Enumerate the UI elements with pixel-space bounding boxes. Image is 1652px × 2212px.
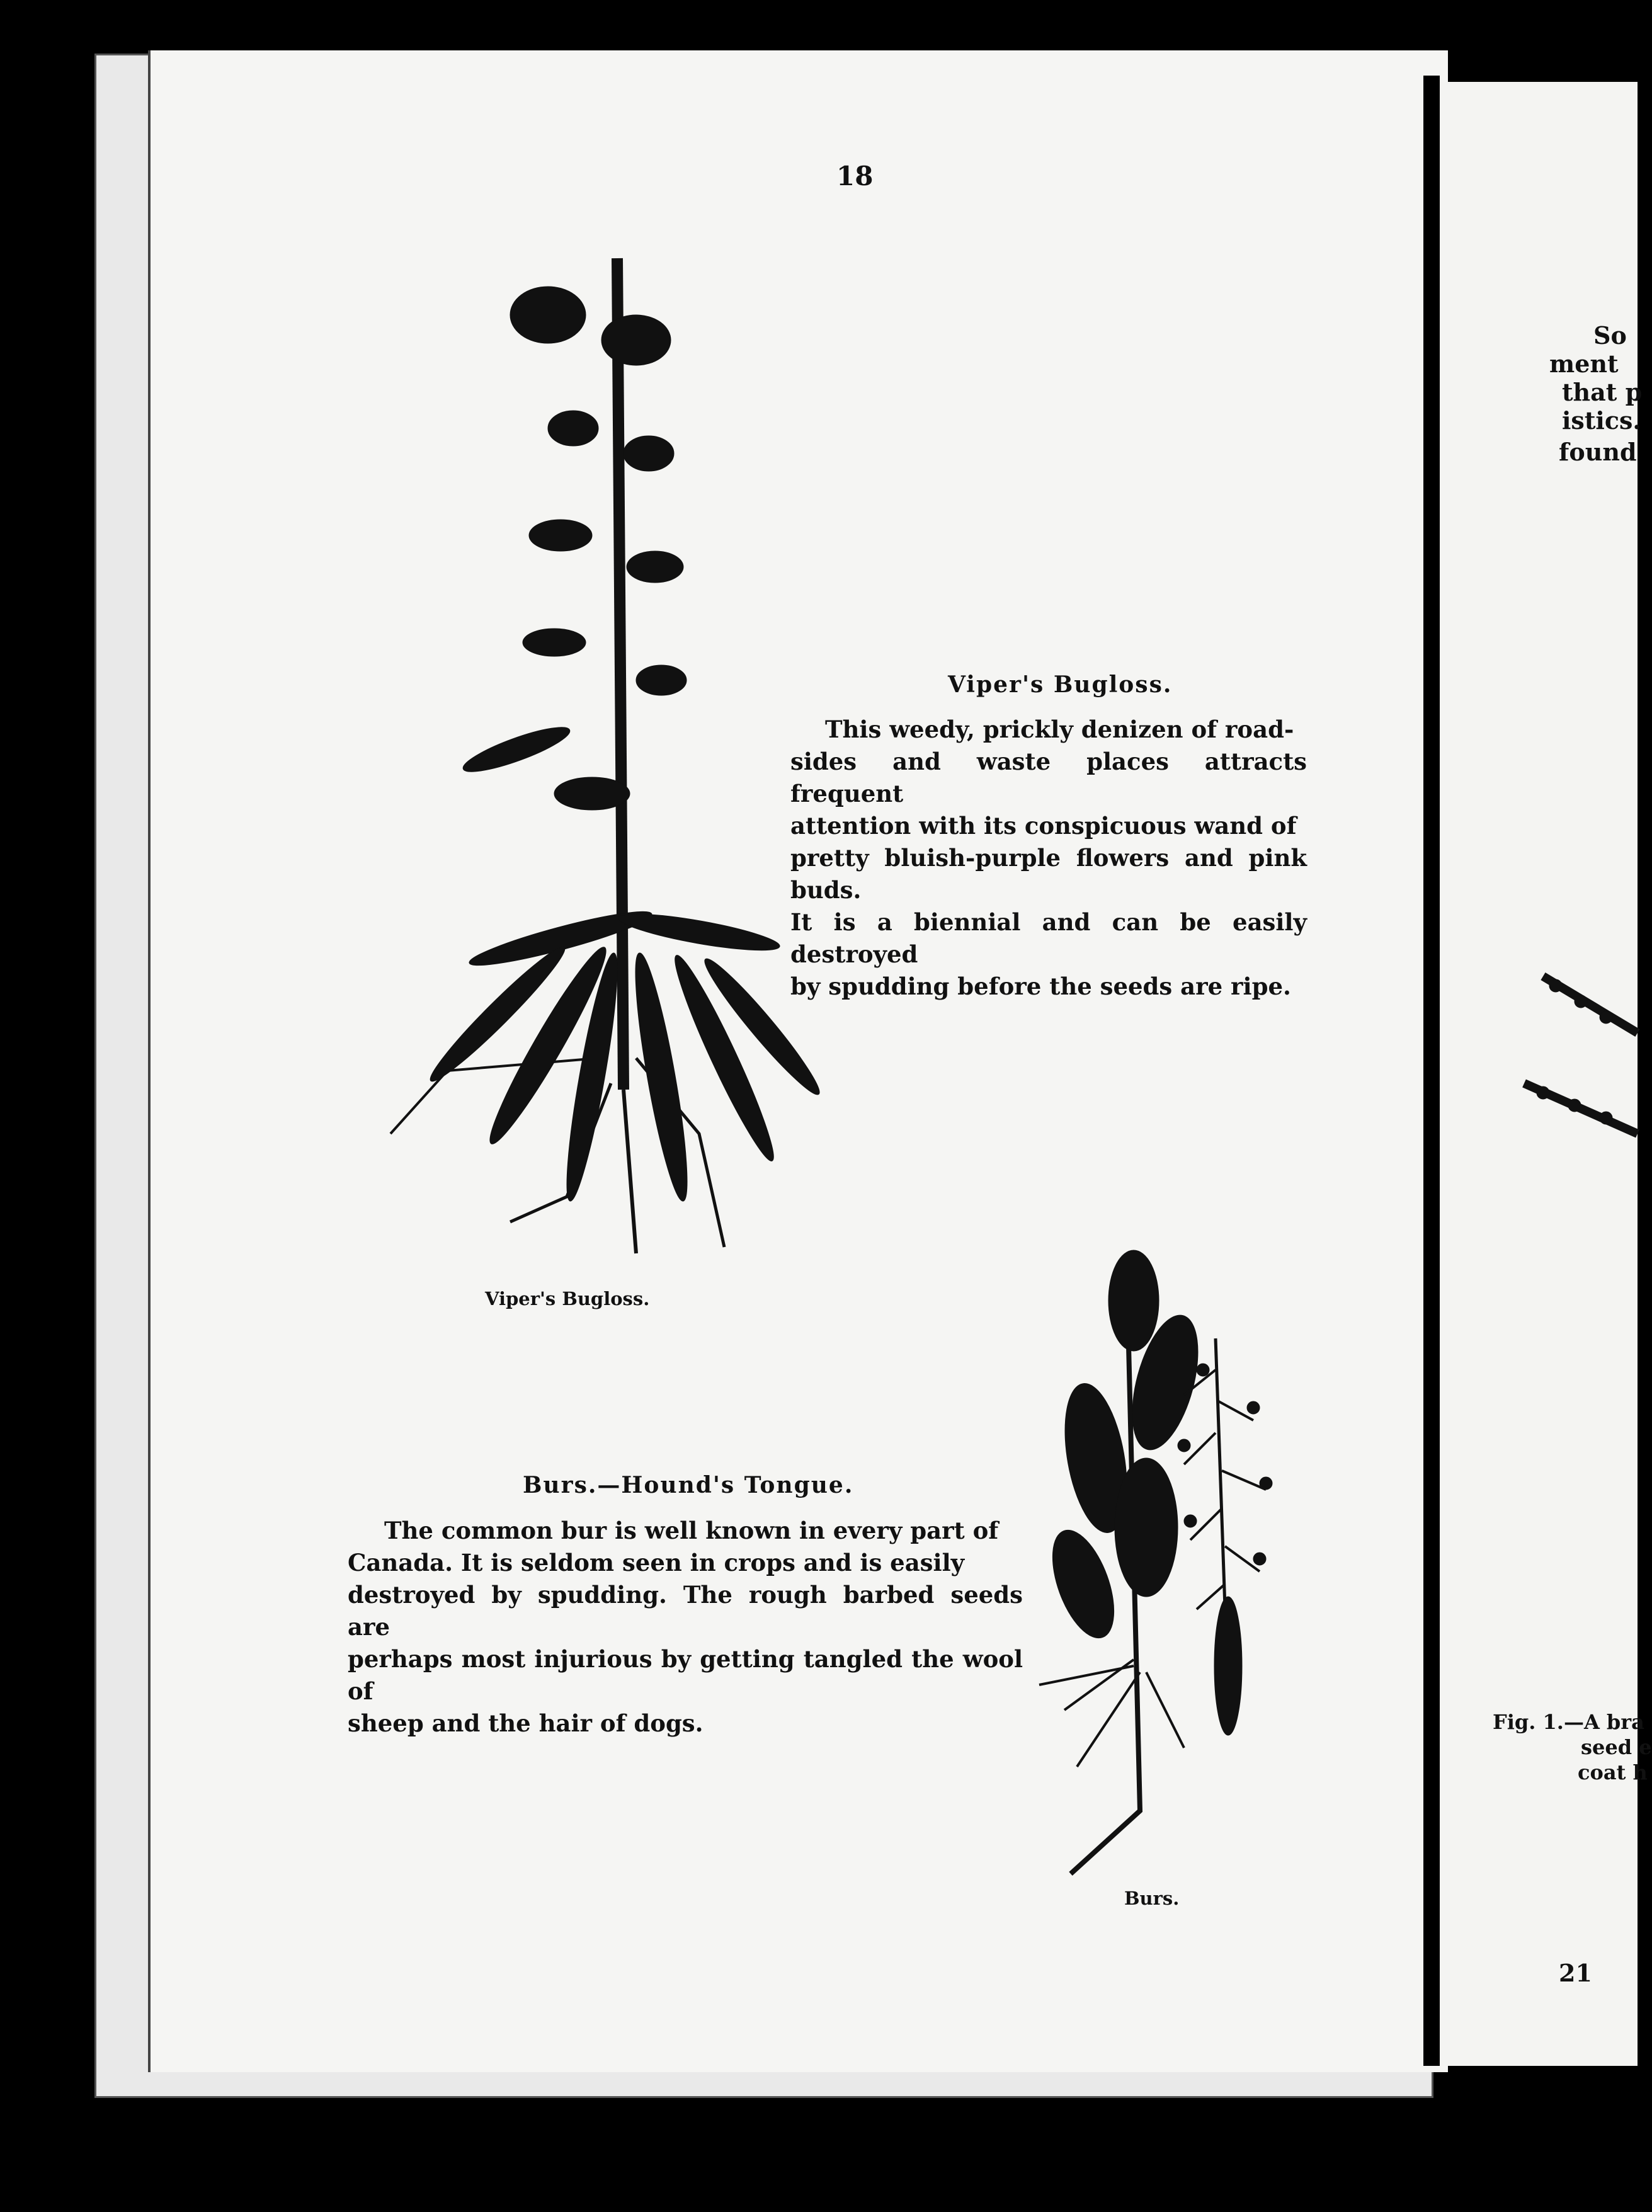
vipers-bugloss-line: sides and waste places attracts frequent <box>790 748 1307 807</box>
book-gutter <box>1423 76 1440 2066</box>
vipers-bugloss-line: This weedy, prickly denizen of road- <box>825 715 1294 743</box>
vipers-bugloss-line: pretty bluish-purple flowers and pink buds. <box>790 844 1307 904</box>
vipers-bugloss-illustration <box>372 239 800 1272</box>
burs-heading: Burs.—Hound's Tongue. <box>523 1472 854 1498</box>
fig-caption-line: Fig. 1.—A bra <box>1493 1710 1644 1734</box>
vipers-bugloss-paragraph <box>790 714 1307 1003</box>
vipers-bugloss-caption: Viper's Bugloss. <box>485 1288 650 1309</box>
vipers-bugloss-heading: Viper's Bugloss. <box>948 671 1173 698</box>
right-page-line: istics. <box>1562 406 1641 435</box>
vipers-bugloss-line: by spudding before the seeds are ripe. <box>790 972 1291 1000</box>
fig-caption-line: coat h <box>1578 1760 1648 1784</box>
right-page-line: that p <box>1562 378 1643 406</box>
fig-caption-line: seed e <box>1581 1735 1652 1759</box>
right-page-illustration <box>1518 957 1638 1222</box>
right-page-line: So <box>1593 321 1627 350</box>
burs-caption: Burs. <box>1124 1888 1180 1909</box>
burs-line: perhaps most injurious by getting tangled the wool of <box>348 1645 1023 1705</box>
burs-paragraph <box>348 1515 1023 1740</box>
burs-line: Canada. It is seldom seen in crops and is easily <box>348 1549 965 1576</box>
vipers-bugloss-line: It is a biennial and can be easily destroyed <box>790 908 1307 968</box>
burs-line: destroyed by spudding. The rough barbed seeds are <box>348 1581 1023 1641</box>
vipers-bugloss-line: attention with its conspicuous wand of <box>790 812 1297 840</box>
page-number: 18 <box>836 161 874 191</box>
burs-line: The common bur is well known in every part of <box>384 1517 999 1544</box>
burs-line: sheep and the hair of dogs. <box>348 1709 704 1737</box>
burs-illustration <box>1027 1257 1310 1886</box>
right-page-line: ment <box>1549 350 1619 378</box>
right-page-number: 21 <box>1559 1959 1592 1987</box>
right-page-line: found <box>1559 438 1637 466</box>
